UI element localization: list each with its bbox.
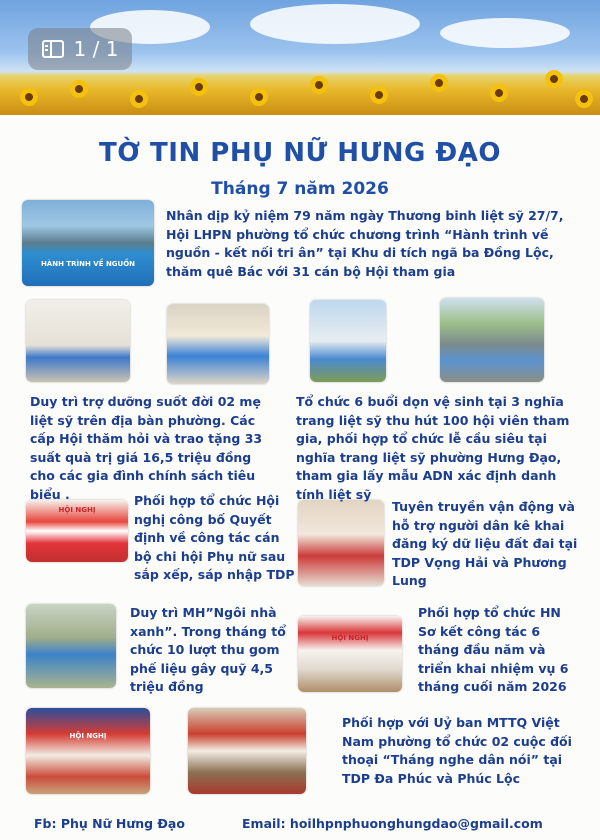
article-six-month-review: Phối hợp tổ chức HN Sơ kết công tác 6 tháng đầu năm và triển khai nhiệm vụ 6 tháng cuối năm 2026 — [418, 605, 569, 694]
photo-caption: HỘI NGHỊ — [69, 732, 107, 740]
photo-caption: HỘI NGHỊ — [331, 634, 369, 642]
photo-caption: HÀNH TRÌNH VỀ NGUỒN — [40, 260, 136, 268]
sunflower — [70, 80, 88, 98]
sunflower — [370, 86, 388, 104]
photo-gift-visit-1[interactable] — [26, 300, 130, 382]
photo-monument[interactable] — [310, 300, 386, 382]
photo-cemetery-cleaning[interactable] — [440, 298, 544, 382]
sunflower — [130, 90, 148, 108]
sunflower — [310, 76, 328, 94]
sunflower — [490, 84, 508, 102]
sunflower — [575, 90, 593, 108]
article-mothers-support: Duy trì trợ dưỡng suốt đời 02 mẹ liệt sỹ trên địa bàn phường. Các cấp Hội thăm hỏi và trao tặng 33 suất quà trị giá 16,5 triệu đồng cho các gia đình chính sách tiêu biểu . — [30, 394, 263, 502]
photo-dialogue-stage[interactable] — [26, 708, 150, 794]
footer-facebook[interactable]: Fb: Phụ Nữ Hưng Đạo — [34, 816, 185, 831]
newsletter-title: TỜ TIN PHỤ NỮ HƯNG ĐẠO — [99, 138, 501, 168]
article-remembrance-journey: Nhân dịp kỷ niệm 79 năm ngày Thương binh liệt sỹ 27/7, Hội LHPN phường tổ chức chương trình “Hành trình về nguồn - kết nối tri ân” tại Khu di tích ngã ba Đồng Lộc, thăm quê Bác với 31 cán bộ Hội tham gia — [166, 208, 564, 279]
photo-dialogue-hall[interactable] — [188, 708, 306, 794]
sunflower — [545, 70, 563, 88]
book-panel-icon[interactable] — [42, 40, 64, 58]
cloud — [440, 18, 570, 48]
photo-group-memorial[interactable] — [22, 200, 154, 286]
article-land-registration: Tuyên truyền vận động và hỗ trợ người dân kê khai đăng ký dữ liệu đất đai tại TDP Vọng Hải và Phương Lung — [392, 499, 578, 588]
page-indicator: 1 / 1 — [73, 37, 119, 61]
article-cadre-conference: Phối hợp tổ chức Hội nghị công bố Quyết định về công tác cán bộ chi hội Phụ nữ sau sắp xếp, sáp nhập TDP — [134, 493, 295, 582]
article-dialogue: Phối hợp với Uỷ ban MTTQ Việt Nam phường tổ chức 02 cuộc đối thoại “Tháng nghe dân nói” tại TDP Đa Phúc và Phúc Lộc — [342, 715, 572, 786]
photo-caption: HỘI NGHỊ — [58, 506, 96, 514]
cloud — [250, 4, 420, 44]
footer-email[interactable]: Email: hoilhpnphuonghungdao@gmail.com — [242, 816, 543, 831]
article-green-house: Duy trì MH”Ngôi nhà xanh”. Trong tháng tổ chức 10 lượt thu gom phế liệu gây quỹ 4,5 triệu đồng — [130, 605, 286, 694]
page-counter[interactable] — [28, 28, 132, 70]
photo-review-banner[interactable] — [298, 616, 402, 692]
newsletter-subtitle: Tháng 7 năm 2026 — [211, 179, 389, 199]
photo-land-registration[interactable] — [298, 500, 384, 586]
photo-scrap-collection[interactable] — [26, 604, 116, 688]
sunflower — [20, 88, 38, 106]
sunflower — [430, 74, 448, 92]
article-cemetery-cleanup: Tổ chức 6 buổi dọn vệ sinh tại 3 nghĩa trang liệt sỹ thu hút 100 hội viên tham gia, phối hợp tổ chức lễ cầu siêu tại nghĩa trang liệt sỹ phường Hưng Đạo, tham gia lấy mẫu ADN xác định danh tính liệt sỹ — [296, 394, 570, 502]
sunflower — [190, 78, 208, 96]
photo-gift-visit-2[interactable] — [167, 304, 269, 384]
sunflower — [250, 88, 268, 106]
photo-conference-stage[interactable] — [26, 500, 128, 562]
